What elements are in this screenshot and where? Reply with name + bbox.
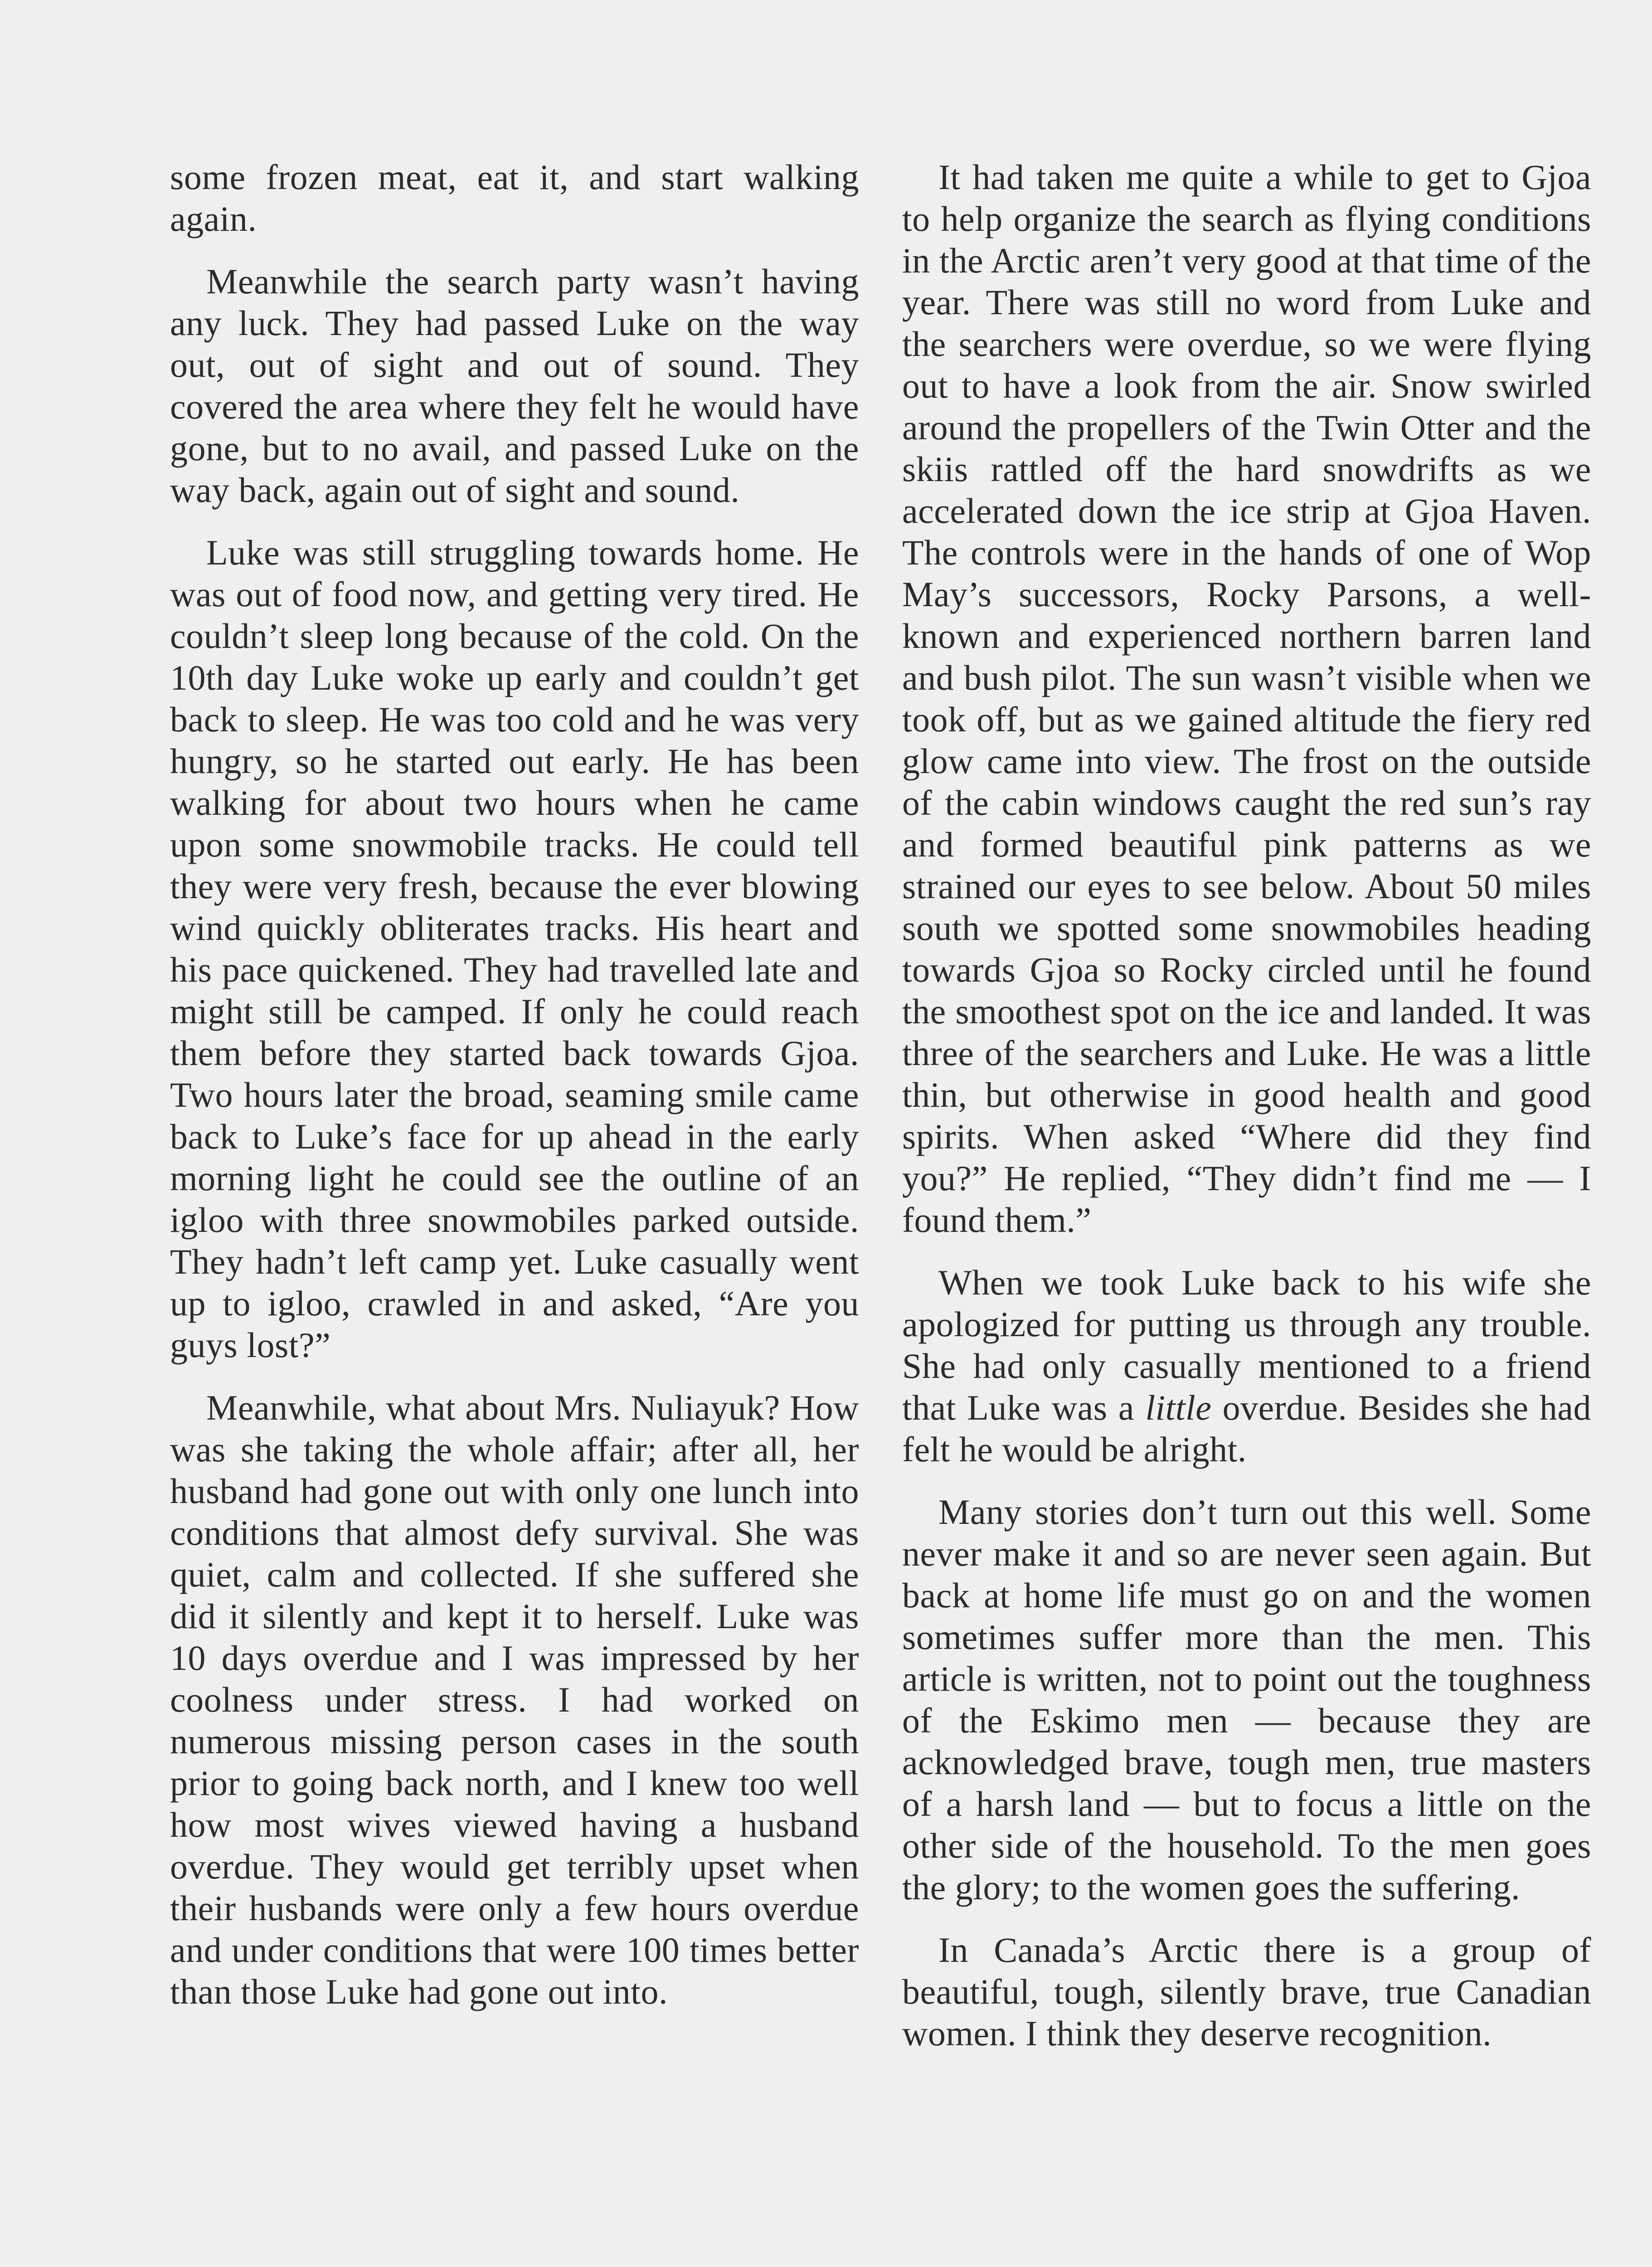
paragraph: In Canada’s Arctic there is a group of beautiful, tough, silently brave, true Canadian women. I think they deserve recognition. xyxy=(902,1930,1591,2053)
paragraph xyxy=(902,1262,1591,1470)
paragraph-text: When we took Luke back to his wife she apologized for putting us through any trouble. She had only casually mentioned to a friend that Luke was a xyxy=(902,1263,1591,1427)
paragraph: some frozen meat, eat it, and start walking again. xyxy=(170,157,859,238)
paragraph: It had taken me quite a while to get to Gjoa to help organize the search as flying conditions in the Arctic aren’t very good at that time of the year. There was still no word from Luke and the searchers were overdue, so we were flying out to have a look from the air. Snow swirled around the propellers of the Twin Otter and the skiis rattled off the hard snowdrifts as we accelerated down the ice strip at Gjoa Haven. The controls were in the hands of one of Wop May’s successors, Rocky Parsons, a well-known and experienced northern barren land and bush pilot. The sun wasn’t visible when we took off, but as we gained altitude the fiery red glow came into view. The frost on the outside of the cabin windows caught the red sun’s ray and formed beautiful pink patterns as we strained our eyes to see below. About 50 miles south we spotted some snowmobiles heading towards Gjoa so Rocky circled until he found the smoothest spot on the ice and landed. It was three of the searchers and Luke. He was a little thin, but otherwise in good health and good spirits. When asked “Where did they find you?” He replied, “They didn’t find me — I found them.” xyxy=(902,157,1591,1240)
right-column xyxy=(902,156,1591,2075)
paragraph: Many stories don’t turn out this well. Some never make it and so are never seen again. But back at home life must go on and the women sometimes suffer more than the men. This article is written, not to point out the toughness of the Eskimo men — because they are acknowledged brave, tough men, true masters of a harsh land — but to focus a little on the other side of the household. To the men goes the glory; to the women goes the suffering. xyxy=(902,1492,1591,1907)
left-column xyxy=(170,156,859,2033)
paragraph-text: overdue. Besides she had felt he would be alright. xyxy=(902,1388,1591,1469)
paragraph: Meanwhile the search party wasn’t having any luck. They had passed Luke on the way out, out of sight and out of sound. They covered the area where they felt he would have gone, but to no avail, and passed Luke on the way back, again out of sight and sound. xyxy=(170,262,859,510)
paragraph: Meanwhile, what about Mrs. Nuliayuk? How was she taking the whole affair; after all, her husband had gone out with only one lunch into conditions that almost defy survival. She was quiet, calm and collected. If she suffered she did it silently and kept it to herself. Luke was 10 days overdue and I was impressed by her coolness under stress. I had worked on numerous missing person cases in the south prior to going back north, and I knew too well how most wives viewed having a husband overdue. They would get terribly upset when their husbands were only a few hours overdue and under conditions that were 100 times better than those Luke had gone out into. xyxy=(170,1388,859,2011)
paragraph: Luke was still struggling towards home. He was out of food now, and getting very tired. He couldn’t sleep long because of the cold. On the 10th day Luke woke up early and couldn’t get back to sleep. He was too cold and he was very hungry, so he started out early. He has been walking for about two hours when he came upon some snowmobile tracks. He could tell they were very fresh, because the ever blowing wind quickly obliterates tracks. His heart and his pace quickened. They had travelled late and might still be camped. If only he could reach them before they started back towards Gjoa. Two hours later the broad, seaming smile came back to Luke’s face for up ahead in the early morning light he could see the outline of an igloo with three snowmobiles parked outside. They hadn’t left camp yet. Luke casually went up to igloo, crawled in and asked, “Are you guys lost?” xyxy=(170,533,859,1365)
emphasis-text: little xyxy=(1145,1388,1212,1427)
